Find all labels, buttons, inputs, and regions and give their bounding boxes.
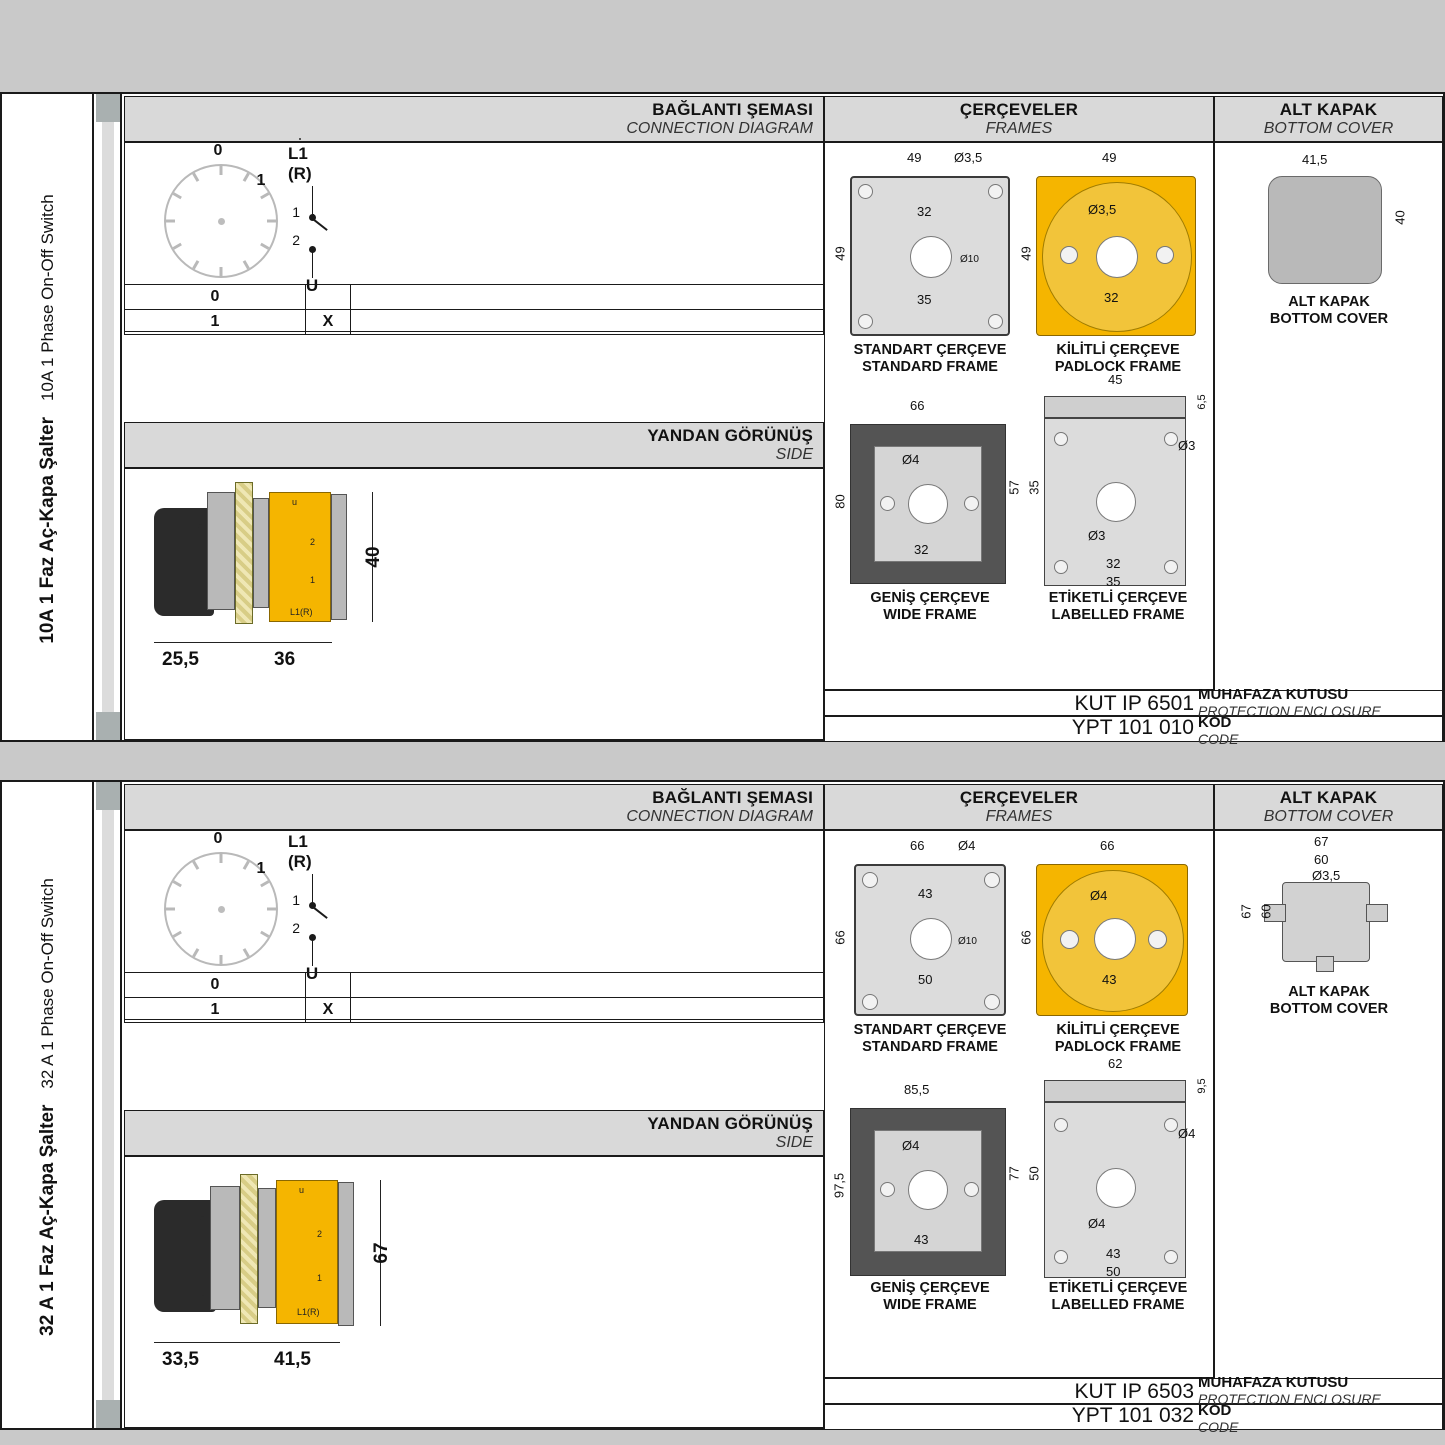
dim-cover-height: 67	[1238, 904, 1254, 919]
dim-body-depth: 36	[274, 649, 296, 670]
dim-std-left: 49	[832, 246, 848, 261]
code-value: YPT 101 010	[1071, 716, 1194, 739]
dim-body-depth: 41,5	[274, 1349, 311, 1370]
terminal-u: U	[305, 276, 319, 295]
terminal-1: 1	[292, 892, 300, 908]
bottom-cover-shape	[1282, 882, 1370, 962]
dim-lab-right-small: 9,5	[1196, 1078, 1208, 1094]
header-connection-diagram: BAĞLANTI ŞEMASI CONNECTION DIAGRAM	[124, 784, 824, 830]
dim-std-hole: Ø4	[958, 838, 976, 853]
enclosure-value: KUT IP 6501	[1074, 692, 1194, 715]
table-row: 1 X	[125, 998, 824, 1023]
dim-wide-hole: Ø4	[902, 1138, 920, 1153]
wide-frame-caption: GENİŞ ÇERÇEVE WIDE FRAME	[870, 1280, 990, 1314]
dim-lab-bot-b: 50	[1106, 1264, 1121, 1279]
table-row: 0	[125, 973, 824, 998]
terminal-u: U	[305, 964, 319, 983]
spine-cap-top	[96, 94, 120, 122]
header-side-view: YANDAN GÖRÜNÜŞ SIDE	[124, 422, 824, 468]
labelled-frame-tab	[1044, 1080, 1186, 1102]
panel-title-en: 32 A 1 Phase On-Off Switch	[38, 878, 57, 1089]
dim-front-depth: 33,5	[162, 1349, 199, 1370]
terminal-r: (R)	[288, 164, 312, 183]
product-panel-32a	[0, 780, 1445, 1435]
dim-pad-inner-w: 43	[1102, 972, 1117, 987]
dim-lab-left-a: 57	[1006, 480, 1022, 495]
dim-lab-bot-a: 43	[1106, 1246, 1121, 1261]
dim-std-center-hole: Ø10	[960, 254, 979, 265]
dial-pos-1: 1	[256, 860, 266, 877]
header-bottom-cover: ALT KAPAK BOTTOM COVER	[1214, 784, 1443, 830]
dim-std-top: 49	[907, 150, 922, 165]
dim-pad-top: 49	[1102, 150, 1117, 165]
panel-side-title-strip	[2, 94, 94, 740]
terminal-2: 2	[292, 232, 300, 248]
panel-title-tr: 10A 1 Faz Aç-Kapa Şalter	[37, 416, 58, 644]
dim-wide-hole: Ø4	[902, 452, 920, 467]
labelled-frame-caption: ETİKETLİ ÇERÇEVE LABELLED FRAME	[1048, 590, 1188, 624]
panel-title-en: 10A 1 Phase On-Off Switch	[38, 194, 57, 401]
dim-cover-width: 41,5	[1302, 152, 1328, 167]
bottom-cover-caption: ALT KAPAK BOTTOM COVER	[1269, 294, 1389, 328]
enclosure-value: KUT IP 6503	[1074, 1380, 1194, 1403]
wide-frame-caption: GENİŞ ÇERÇEVE WIDE FRAME	[870, 590, 990, 624]
dim-cover-width2: 60	[1314, 852, 1329, 867]
header-bottom-cover: ALT KAPAK BOTTOM COVER	[1214, 96, 1443, 142]
table-row: 0	[125, 285, 824, 310]
dim-lab-left-a: 77	[1006, 1166, 1022, 1181]
dim-pad-left: 49	[1018, 246, 1034, 261]
terminal-block: u 2 1 L1(R)	[276, 1180, 338, 1324]
enclosure-label: MUHAFAZA KUTUSU PROTECTION ENCLOSURE	[1198, 686, 1381, 719]
terminal-1: 1	[292, 204, 300, 220]
code-label: KOD CODE	[1198, 1402, 1239, 1435]
code-label: KOD CODE	[1198, 714, 1239, 747]
enclosure-label: MUHAFAZA KUTUSU PROTECTION ENCLOSURE	[1198, 1374, 1381, 1407]
dim-lab-hole-b: Ø4	[1088, 1216, 1106, 1231]
header-side-view: YANDAN GÖRÜNÜŞ SIDE	[124, 1110, 824, 1156]
standard-frame-caption: STANDART ÇERÇEVE STANDARD FRAME	[853, 1022, 1007, 1056]
dim-lab-top: 62	[1108, 1056, 1123, 1071]
labelled-frame-tab	[1044, 396, 1186, 418]
dim-cover-height2: 60	[1258, 904, 1274, 919]
spine-cap-top	[96, 782, 120, 810]
dim-lab-hole-r: Ø3	[1178, 438, 1196, 453]
terminal-l1: L1	[288, 832, 308, 851]
dim-side-height: 67	[371, 1242, 392, 1264]
dim-std-center-hole: Ø10	[958, 936, 977, 947]
dim-wide-top: 85,5	[904, 1082, 930, 1097]
spine-bar	[102, 810, 114, 1400]
dim-cover-hole: Ø3,5	[1312, 868, 1341, 883]
terminal-l1: L1	[288, 144, 308, 163]
dim-lab-left-b: 35	[1026, 480, 1042, 495]
dim-pad-hole: Ø4	[1090, 888, 1108, 903]
terminal-block: u 2 1 L1(R)	[269, 492, 331, 622]
dim-wide-top: 66	[910, 398, 925, 413]
dim-side-height: 40	[363, 546, 384, 568]
dim-std-left: 66	[832, 930, 848, 945]
spine-cap-bottom	[96, 712, 120, 740]
code-value: YPT 101 032	[1071, 1404, 1194, 1427]
dial-pos-0: 0	[213, 830, 223, 847]
dial-pos-0: 0	[213, 142, 223, 159]
dim-lab-hole-r: Ø4	[1178, 1126, 1196, 1141]
dim-lab-right-small: 6,5	[1196, 394, 1208, 410]
dim-std-inner-b: 50	[918, 972, 933, 987]
position-table	[124, 972, 824, 1023]
dim-front-depth: 25,5	[162, 649, 199, 670]
dim-wide-inner-w: 43	[914, 1232, 929, 1247]
panel-title-tr: 32 A 1 Faz Aç-Kapa Şalter	[37, 1104, 58, 1336]
panel-side-title-strip	[2, 782, 94, 1428]
dial-pos-1: 1	[256, 172, 266, 189]
header-connection-diagram: BAĞLANTI ŞEMASI CONNECTION DIAGRAM	[124, 96, 824, 142]
spine-cap-bottom	[96, 1400, 120, 1428]
dim-cover-width: 67	[1314, 834, 1329, 849]
dim-wide-left: 97,5	[831, 1172, 847, 1199]
dim-wide-inner-w: 32	[914, 542, 929, 557]
dim-lab-bot-b: 35	[1106, 574, 1121, 589]
panel-spine	[96, 782, 122, 1428]
panel-spine	[96, 94, 122, 740]
dim-wide-left: 80	[832, 494, 848, 509]
bottom-cover-shape	[1268, 176, 1382, 284]
dim-lab-top: 45	[1108, 372, 1123, 387]
dim-pad-top: 66	[1100, 838, 1115, 853]
position-table	[124, 284, 824, 335]
dim-std-top: 66	[910, 838, 925, 853]
standard-frame-caption: STANDART ÇERÇEVE STANDARD FRAME	[853, 342, 1007, 376]
dim-lab-bot-a: 32	[1106, 556, 1121, 571]
product-panel-10a	[0, 92, 1445, 747]
dim-pad-hole: Ø3,5	[1088, 202, 1117, 217]
table-row: 1 X	[125, 310, 824, 335]
dim-std-inner-b: 35	[917, 292, 932, 307]
bottom-cover-caption: ALT KAPAK BOTTOM COVER	[1269, 984, 1389, 1018]
dim-std-inner-w: 32	[917, 204, 932, 219]
header-frames: ÇERÇEVELER FRAMES	[824, 96, 1214, 142]
spine-bar	[102, 122, 114, 712]
terminal-2: 2	[292, 920, 300, 936]
dim-cover-height: 40	[1392, 210, 1408, 225]
padlock-frame-caption: KİLİTLİ ÇERÇEVE PADLOCK FRAME	[1054, 342, 1182, 376]
dim-lab-hole-b: Ø3	[1088, 528, 1106, 543]
dim-lab-left-b: 50	[1026, 1166, 1042, 1181]
dim-pad-inner-w: 32	[1104, 290, 1119, 305]
dim-std-inner-w: 43	[918, 886, 933, 901]
terminal-r: (R)	[288, 852, 312, 871]
dim-std-hole: Ø3,5	[954, 150, 983, 165]
padlock-frame-caption: KİLİTLİ ÇERÇEVE PADLOCK FRAME	[1054, 1022, 1182, 1056]
header-frames: ÇERÇEVELER FRAMES	[824, 784, 1214, 830]
labelled-frame-caption: ETİKETLİ ÇERÇEVE LABELLED FRAME	[1048, 1280, 1188, 1314]
dim-pad-left: 66	[1018, 930, 1034, 945]
